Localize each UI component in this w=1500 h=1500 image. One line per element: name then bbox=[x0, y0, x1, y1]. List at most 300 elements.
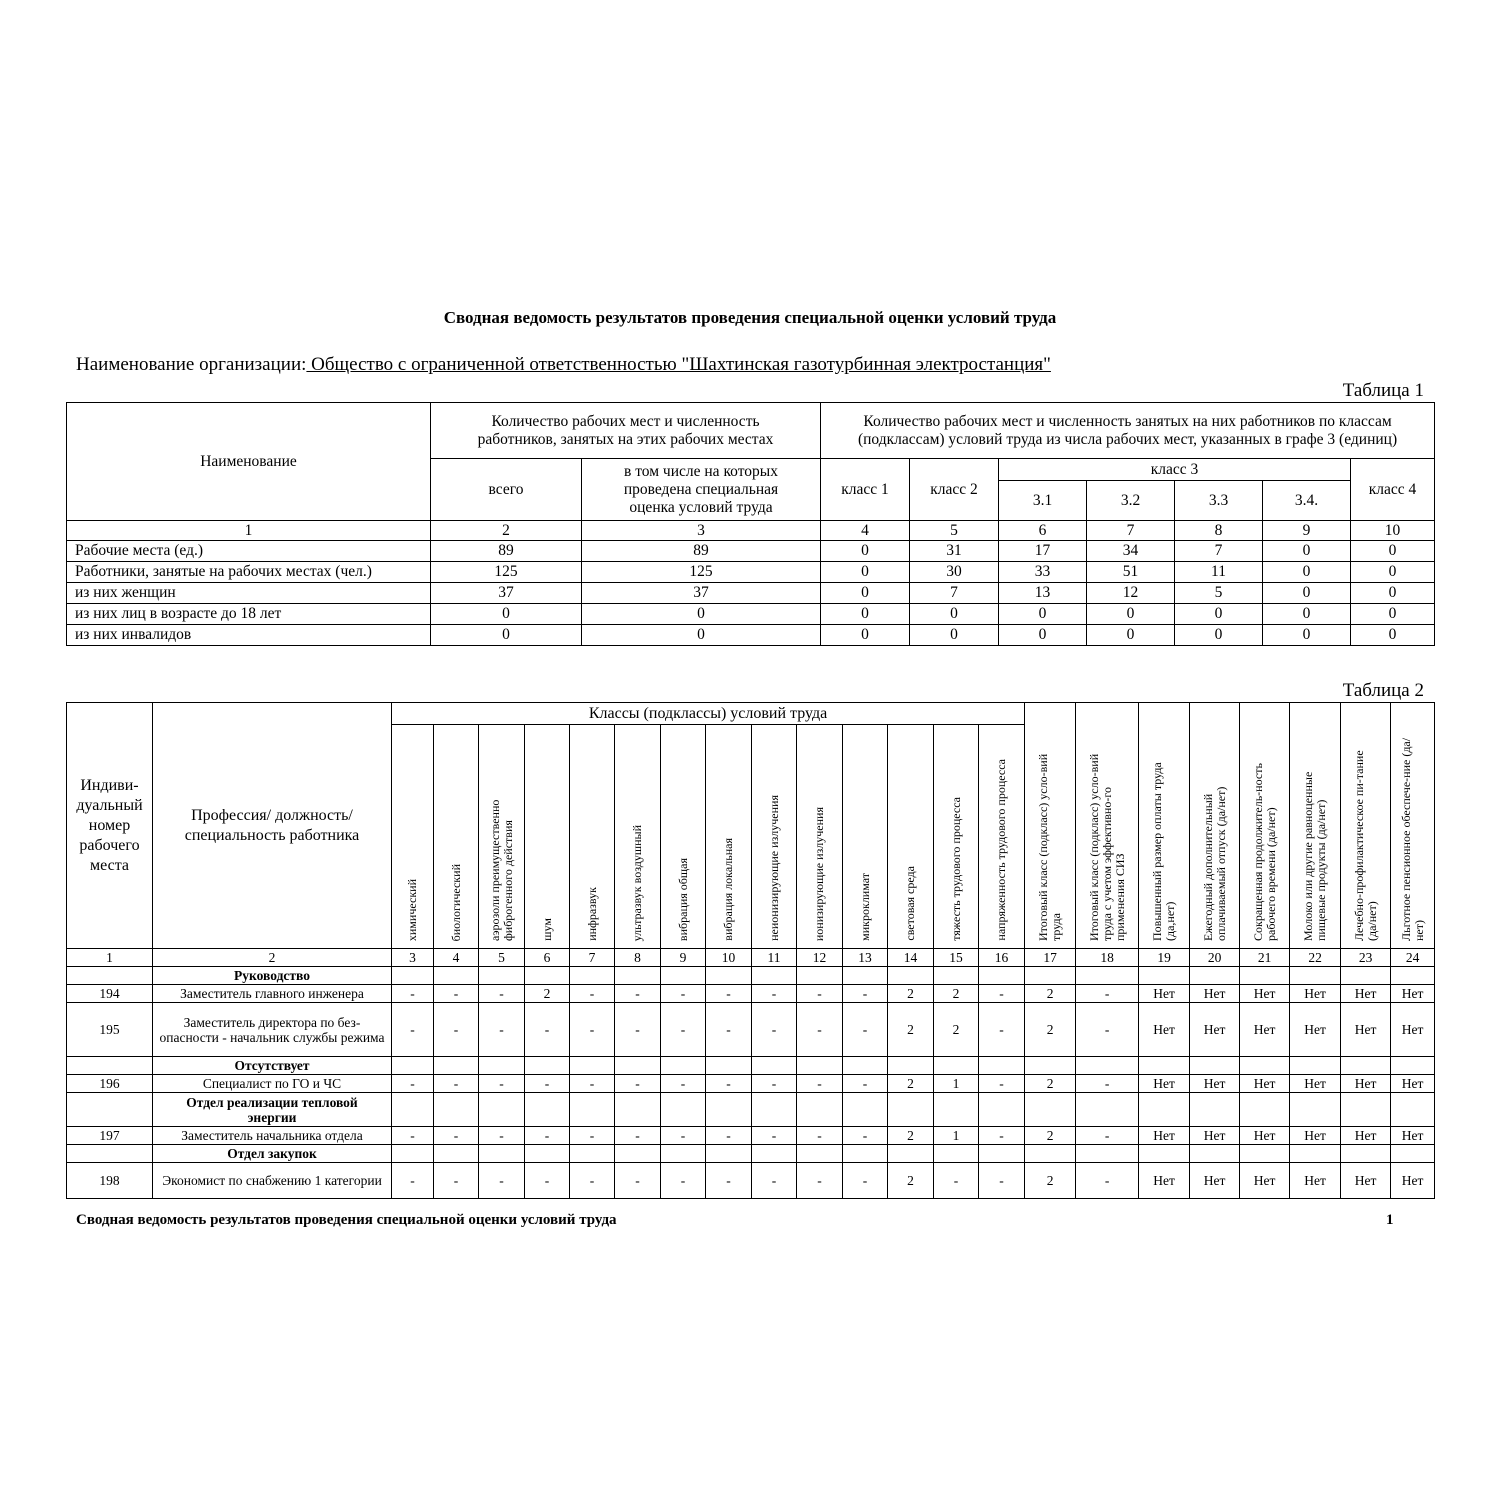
t2-empty-cell bbox=[1391, 1057, 1435, 1075]
t2-empty-cell bbox=[752, 1145, 797, 1163]
t1-cell: 0 bbox=[1263, 562, 1351, 583]
t2-empty-cell bbox=[797, 1093, 843, 1127]
t2-cell: Нет bbox=[1341, 985, 1391, 1003]
t2-empty-cell bbox=[979, 1057, 1025, 1075]
t2-section-title: Руководство bbox=[153, 967, 392, 985]
t1-column-number: 7 bbox=[1087, 521, 1175, 541]
t2-header-factor-text: шум bbox=[539, 918, 554, 941]
t2-row bbox=[67, 985, 1435, 1003]
t2-header-factor bbox=[979, 725, 1025, 949]
t2-empty-cell bbox=[1240, 1093, 1290, 1127]
t2-column-number: 9 bbox=[661, 949, 706, 967]
t2-cell: 2 bbox=[934, 985, 979, 1003]
t2-empty-cell bbox=[888, 1093, 934, 1127]
t2-cell: 2 bbox=[1025, 985, 1076, 1003]
t2-cell: - bbox=[661, 1003, 706, 1057]
t2-cell: 1 bbox=[934, 1075, 979, 1093]
t1-column-numbers-row bbox=[67, 521, 1435, 541]
t2-header-classes: Классы (подклассы) условий труда bbox=[392, 703, 1025, 725]
t2-header-factor-text: вибрация общая bbox=[675, 857, 690, 941]
t1-row-label: из них инвалидов bbox=[67, 625, 431, 646]
t2-profession: Заместитель главного инженера bbox=[153, 985, 392, 1003]
t2-empty-cell bbox=[1190, 1057, 1240, 1075]
t1-cell: 0 bbox=[999, 625, 1087, 646]
t2-cell: Нет bbox=[1290, 985, 1341, 1003]
t2-column-number: 2 bbox=[153, 949, 392, 967]
t1-cell: 0 bbox=[1351, 541, 1435, 562]
t2-empty-cell bbox=[570, 967, 615, 985]
t1-cell: 37 bbox=[582, 583, 821, 604]
t2-empty-cell bbox=[434, 1057, 479, 1075]
table2-caption: Таблица 2 bbox=[1342, 680, 1424, 701]
t2-header-factor bbox=[434, 725, 479, 949]
t2-cell: Нет bbox=[1139, 1127, 1190, 1145]
t1-cell: 0 bbox=[1351, 625, 1435, 646]
t2-empty-cell bbox=[843, 1145, 888, 1163]
t2-column-number: 6 bbox=[525, 949, 570, 967]
t1-row-label: из них женщин bbox=[67, 583, 431, 604]
t2-header-extra bbox=[1290, 703, 1341, 949]
t2-cell: - bbox=[752, 1163, 797, 1199]
t2-header-factor-text: тяжесть трудового процесса bbox=[948, 797, 963, 941]
t2-empty-cell bbox=[1025, 1057, 1076, 1075]
table1-caption: Таблица 1 bbox=[1342, 380, 1424, 401]
t2-cell: - bbox=[661, 1163, 706, 1199]
t2-workplace-id: 196 bbox=[67, 1075, 153, 1093]
t2-header-factor-text: ионизирующие излучения bbox=[812, 806, 826, 941]
t2-header-factor-text: микроклимат bbox=[857, 873, 872, 941]
t2-cell: - bbox=[434, 1127, 479, 1145]
t2-cell: 2 bbox=[888, 1127, 934, 1145]
t2-column-number: 8 bbox=[615, 949, 661, 967]
t2-empty-cell bbox=[1290, 1093, 1341, 1127]
t2-empty-cell bbox=[1240, 1057, 1290, 1075]
t1-column-number: 9 bbox=[1263, 521, 1351, 541]
t2-cell: Нет bbox=[1240, 1075, 1290, 1093]
t2-cell: - bbox=[843, 1127, 888, 1145]
t2-empty-cell bbox=[1139, 967, 1190, 985]
t2-empty-cell bbox=[661, 1093, 706, 1127]
t2-empty-cell bbox=[1190, 967, 1240, 985]
organization-line bbox=[76, 354, 1051, 376]
t2-empty-cell bbox=[525, 1145, 570, 1163]
t2-empty-cell bbox=[1076, 967, 1139, 985]
t2-cell: - bbox=[706, 985, 752, 1003]
t2-empty-cell bbox=[888, 1145, 934, 1163]
t2-cell: - bbox=[1076, 1003, 1139, 1057]
t1-cell: 0 bbox=[999, 604, 1087, 625]
t2-column-numbers-row bbox=[67, 949, 1435, 967]
t2-cell: Нет bbox=[1190, 1163, 1240, 1199]
t1-cell: 0 bbox=[431, 625, 582, 646]
t2-empty-cell bbox=[934, 1145, 979, 1163]
t2-cell: 2 bbox=[1025, 1127, 1076, 1145]
t2-empty-cell bbox=[1025, 1093, 1076, 1127]
t1-column-number: 8 bbox=[1175, 521, 1263, 541]
t2-header-id: Индиви-дуальный номер рабочего места bbox=[67, 703, 153, 949]
t2-empty-cell bbox=[661, 967, 706, 985]
t2-header-extra bbox=[1240, 703, 1290, 949]
t1-header-assessed: в том числе на которых проведена специальная оценка условий труда bbox=[582, 459, 821, 521]
t2-empty-cell bbox=[934, 967, 979, 985]
t2-empty-cell bbox=[934, 1093, 979, 1127]
t2-cell: Нет bbox=[1240, 985, 1290, 1003]
t2-cell: Нет bbox=[1341, 1075, 1391, 1093]
t2-cell: - bbox=[570, 1127, 615, 1145]
t2-header-extra-text: Льготное пенсионное обеспече-ние (да/нет) bbox=[1398, 737, 1426, 941]
t2-cell: - bbox=[752, 985, 797, 1003]
t2-cell: 1 bbox=[934, 1127, 979, 1145]
t2-cell: - bbox=[392, 1163, 434, 1199]
t2-header-factor bbox=[706, 725, 752, 949]
t2-empty-cell bbox=[67, 1145, 153, 1163]
t2-column-number: 14 bbox=[888, 949, 934, 967]
t2-cell: - bbox=[525, 1075, 570, 1093]
t1-column-number: 5 bbox=[910, 521, 999, 541]
t2-profession: Заместитель начальника отдела bbox=[153, 1127, 392, 1145]
t1-cell: 0 bbox=[1175, 625, 1263, 646]
t2-section-row bbox=[67, 1057, 1435, 1075]
t2-section-title: Отдел закупок bbox=[153, 1145, 392, 1163]
t2-empty-cell bbox=[706, 1093, 752, 1127]
t1-cell: 5 bbox=[1175, 583, 1263, 604]
t2-workplace-id: 195 bbox=[67, 1003, 153, 1057]
t2-empty-cell bbox=[67, 967, 153, 985]
t2-column-number: 22 bbox=[1290, 949, 1341, 967]
t1-header-class3: класс 3 bbox=[999, 459, 1351, 481]
t1-cell: 0 bbox=[1351, 583, 1435, 604]
t1-header-classes: Количество рабочих мест и численность занятых на них работников по классам (подклассам) условий труда из числа рабочих мест, указанных в графе 3 (единиц) bbox=[821, 403, 1435, 459]
t2-header-extra bbox=[1341, 703, 1391, 949]
t2-cell: Нет bbox=[1341, 1127, 1391, 1145]
t2-cell: - bbox=[570, 1163, 615, 1199]
t2-empty-cell bbox=[1139, 1057, 1190, 1075]
t1-header-sub: 3.2 bbox=[1087, 481, 1175, 521]
t2-empty-cell bbox=[434, 1145, 479, 1163]
t1-cell: 89 bbox=[582, 541, 821, 562]
t2-empty-cell bbox=[1290, 1057, 1341, 1075]
t2-row bbox=[67, 1127, 1435, 1145]
t2-column-number: 20 bbox=[1190, 949, 1240, 967]
t1-row bbox=[67, 625, 1435, 646]
t2-empty-cell bbox=[706, 967, 752, 985]
t2-empty-cell bbox=[706, 1057, 752, 1075]
t2-empty-cell bbox=[843, 1057, 888, 1075]
t1-cell: 17 bbox=[999, 541, 1087, 562]
t2-header-extra-text: Ежегодный дополнительный оплачиваемый отпуск (да/нет) bbox=[1200, 786, 1228, 941]
t1-cell: 0 bbox=[821, 562, 910, 583]
t2-empty-cell bbox=[392, 1145, 434, 1163]
t2-cell: - bbox=[615, 1127, 661, 1145]
t2-cell: Нет bbox=[1391, 1127, 1435, 1145]
t1-cell: 125 bbox=[431, 562, 582, 583]
t2-cell: - bbox=[615, 1163, 661, 1199]
t2-empty-cell bbox=[1190, 1093, 1240, 1127]
t2-cell: - bbox=[434, 985, 479, 1003]
t2-cell: Нет bbox=[1290, 1075, 1341, 1093]
t2-empty-cell bbox=[1341, 1145, 1391, 1163]
t2-header-extra bbox=[1391, 703, 1435, 949]
t1-cell: 125 bbox=[582, 562, 821, 583]
t2-cell: - bbox=[615, 1075, 661, 1093]
t2-cell: Нет bbox=[1240, 1163, 1290, 1199]
t2-cell: - bbox=[392, 985, 434, 1003]
t1-row bbox=[67, 562, 1435, 583]
t2-cell: 2 bbox=[888, 1003, 934, 1057]
t2-empty-cell bbox=[1290, 1145, 1341, 1163]
t2-empty-cell bbox=[979, 1093, 1025, 1127]
t1-cell: 31 bbox=[910, 541, 999, 562]
t1-header-class4: класс 4 bbox=[1351, 459, 1435, 521]
organization-label: Наименование организации: bbox=[76, 354, 307, 375]
t2-empty-cell bbox=[1190, 1145, 1240, 1163]
t2-column-number: 21 bbox=[1240, 949, 1290, 967]
t2-cell: - bbox=[479, 1003, 525, 1057]
t2-header-factor bbox=[843, 725, 888, 949]
t2-cell: Нет bbox=[1341, 1163, 1391, 1199]
t2-header-factor-text: инфразвук bbox=[584, 887, 599, 941]
t1-cell: 0 bbox=[821, 541, 910, 562]
t2-header-profession: Профессия/ должность/ специальность работника bbox=[153, 703, 392, 949]
t2-cell: - bbox=[525, 1127, 570, 1145]
t1-cell: 33 bbox=[999, 562, 1087, 583]
t2-empty-cell bbox=[479, 1057, 525, 1075]
t2-workplace-id: 197 bbox=[67, 1127, 153, 1145]
t2-empty-cell bbox=[1139, 1145, 1190, 1163]
t2-empty-cell bbox=[934, 1057, 979, 1075]
t2-cell: - bbox=[979, 1075, 1025, 1093]
t1-cell: 37 bbox=[431, 583, 582, 604]
t2-header-factor bbox=[479, 725, 525, 949]
t2-empty-cell bbox=[1025, 1145, 1076, 1163]
t2-cell: 2 bbox=[888, 1075, 934, 1093]
t2-column-number: 12 bbox=[797, 949, 843, 967]
t2-header-extra-text: Итоговый класс (подкласс) усло-вий труда с учетом эффективно-го применения СИЗ bbox=[1086, 753, 1127, 941]
t2-empty-cell bbox=[1076, 1057, 1139, 1075]
t2-cell: - bbox=[479, 1075, 525, 1093]
t2-section-title: Отсутствует bbox=[153, 1057, 392, 1075]
t2-profession: Заместитель директора по без-опасности - начальник службы режима bbox=[153, 1003, 392, 1057]
t2-cell: 2 bbox=[1025, 1003, 1076, 1057]
t2-cell: - bbox=[1076, 985, 1139, 1003]
t2-column-number: 4 bbox=[434, 949, 479, 967]
t1-column-number: 3 bbox=[582, 521, 821, 541]
t2-cell: - bbox=[392, 1003, 434, 1057]
t2-empty-cell bbox=[752, 1093, 797, 1127]
t2-cell: - bbox=[525, 1163, 570, 1199]
t2-header-extra bbox=[1025, 703, 1076, 949]
t2-header-factor-text: напряженность трудового процесса bbox=[994, 759, 1009, 941]
t2-cell: - bbox=[1076, 1075, 1139, 1093]
t2-empty-cell bbox=[67, 1093, 153, 1127]
t2-cell: - bbox=[706, 1075, 752, 1093]
workplaces-table bbox=[66, 702, 1435, 1199]
t1-column-number: 2 bbox=[431, 521, 582, 541]
t2-section-row bbox=[67, 1093, 1435, 1127]
t2-empty-cell bbox=[1076, 1093, 1139, 1127]
t1-row bbox=[67, 604, 1435, 625]
t1-header-class2: класс 2 bbox=[910, 459, 999, 521]
t2-cell: - bbox=[706, 1127, 752, 1145]
t2-cell: Нет bbox=[1290, 1127, 1341, 1145]
t2-empty-cell bbox=[752, 1057, 797, 1075]
t2-column-number: 1 bbox=[67, 949, 153, 967]
t2-cell: - bbox=[979, 1127, 1025, 1145]
t2-empty-cell bbox=[1240, 1145, 1290, 1163]
t2-empty-cell bbox=[479, 1093, 525, 1127]
t2-empty-cell bbox=[1139, 1093, 1190, 1127]
t1-cell: 0 bbox=[582, 604, 821, 625]
t1-cell: 12 bbox=[1087, 583, 1175, 604]
t2-empty-cell bbox=[661, 1057, 706, 1075]
t2-cell: - bbox=[797, 985, 843, 1003]
t1-row-label: из них лиц в возрасте до 18 лет bbox=[67, 604, 431, 625]
t2-cell: - bbox=[479, 1163, 525, 1199]
t2-empty-cell bbox=[888, 1057, 934, 1075]
t2-cell: - bbox=[661, 1075, 706, 1093]
t2-header-extra bbox=[1076, 703, 1139, 949]
t2-header-factor-text: вибрация локальная bbox=[721, 838, 735, 941]
t1-header-name: Наименование bbox=[67, 403, 431, 521]
t2-cell: Нет bbox=[1290, 1003, 1341, 1057]
t1-cell: 51 bbox=[1087, 562, 1175, 583]
t2-empty-cell bbox=[615, 1093, 661, 1127]
t1-cell: 0 bbox=[910, 625, 999, 646]
t2-header-extra-text: Итоговый класс (подкласс) усло-вий труда bbox=[1036, 753, 1064, 941]
t1-header-sub: 3.4. bbox=[1263, 481, 1351, 521]
t2-column-number: 13 bbox=[843, 949, 888, 967]
t1-cell: 0 bbox=[1175, 604, 1263, 625]
t2-profession: Экономист по снабжению 1 категории bbox=[153, 1163, 392, 1199]
t2-empty-cell bbox=[1341, 1057, 1391, 1075]
t2-header-factor-text: ультразвук воздушный bbox=[630, 824, 644, 941]
t2-cell: - bbox=[434, 1163, 479, 1199]
t2-row bbox=[67, 1163, 1435, 1199]
t2-empty-cell bbox=[570, 1057, 615, 1075]
t2-column-number: 15 bbox=[934, 949, 979, 967]
t2-column-number: 5 bbox=[479, 949, 525, 967]
t1-cell: 0 bbox=[582, 625, 821, 646]
t2-empty-cell bbox=[615, 1057, 661, 1075]
t2-empty-cell bbox=[479, 967, 525, 985]
t1-cell: 89 bbox=[431, 541, 582, 562]
t1-cell: 0 bbox=[1351, 562, 1435, 583]
t2-cell: 2 bbox=[525, 985, 570, 1003]
t1-header-count: Количество рабочих мест и численность работников, занятых на этих рабочих местах bbox=[431, 403, 821, 459]
footer-title: Сводная ведомость результатов проведения специальной оценки условий труда bbox=[76, 1212, 617, 1228]
t2-cell: - bbox=[392, 1075, 434, 1093]
t2-cell: Нет bbox=[1139, 1003, 1190, 1057]
summary-table bbox=[66, 402, 1435, 646]
t2-cell: - bbox=[615, 985, 661, 1003]
page-number: 1 bbox=[1386, 1212, 1394, 1228]
t2-column-number: 16 bbox=[979, 949, 1025, 967]
t2-header-factor bbox=[392, 725, 434, 949]
organization-name: Общество с ограниченной ответственностью "Шахтинская газотурбинная электростанция" bbox=[306, 354, 1051, 375]
t2-cell: 2 bbox=[1025, 1075, 1076, 1093]
t1-cell: 30 bbox=[910, 562, 999, 583]
t1-cell: 0 bbox=[1263, 604, 1351, 625]
t2-header-factor bbox=[888, 725, 934, 949]
t2-cell: 2 bbox=[888, 1163, 934, 1199]
t2-cell: - bbox=[570, 1003, 615, 1057]
t2-column-number: 23 bbox=[1341, 949, 1391, 967]
t2-empty-cell bbox=[661, 1145, 706, 1163]
t2-cell: 2 bbox=[888, 985, 934, 1003]
t2-column-number: 3 bbox=[392, 949, 434, 967]
t2-header-factor-text: аэрозоли преимущественно фиброгенного действия bbox=[487, 799, 515, 941]
t1-cell: 0 bbox=[910, 604, 999, 625]
t2-empty-cell bbox=[525, 1093, 570, 1127]
t2-section-row bbox=[67, 1145, 1435, 1163]
t2-cell: - bbox=[661, 985, 706, 1003]
t2-empty-cell bbox=[525, 1057, 570, 1075]
t2-cell: - bbox=[434, 1075, 479, 1093]
t2-empty-cell bbox=[843, 967, 888, 985]
t2-cell: Нет bbox=[1391, 1075, 1435, 1093]
t1-cell: 11 bbox=[1175, 562, 1263, 583]
t2-cell: - bbox=[979, 985, 1025, 1003]
t2-cell: - bbox=[797, 1075, 843, 1093]
t1-cell: 13 bbox=[999, 583, 1087, 604]
t2-cell: - bbox=[934, 1163, 979, 1199]
t2-cell: 2 bbox=[1025, 1163, 1076, 1199]
t2-row bbox=[67, 1075, 1435, 1093]
t2-cell: Нет bbox=[1240, 1127, 1290, 1145]
t2-empty-cell bbox=[67, 1057, 153, 1075]
t1-column-number: 10 bbox=[1351, 521, 1435, 541]
t2-header-factor bbox=[661, 725, 706, 949]
t1-column-number: 6 bbox=[999, 521, 1087, 541]
t2-profession: Специалист по ГО и ЧС bbox=[153, 1075, 392, 1093]
t2-cell: - bbox=[570, 985, 615, 1003]
t2-cell: - bbox=[843, 1163, 888, 1199]
t2-header-extra-text: Повышенный размер оплаты труда (да,нет) bbox=[1150, 762, 1178, 941]
t1-column-number: 1 bbox=[67, 521, 431, 541]
t2-column-number: 24 bbox=[1391, 949, 1435, 967]
t2-column-number: 17 bbox=[1025, 949, 1076, 967]
t2-cell: Нет bbox=[1190, 1127, 1240, 1145]
t2-column-number: 11 bbox=[752, 949, 797, 967]
t2-header-factor bbox=[797, 725, 843, 949]
t2-cell: - bbox=[615, 1003, 661, 1057]
t2-row bbox=[67, 1003, 1435, 1057]
t2-cell: - bbox=[479, 1127, 525, 1145]
t2-cell: - bbox=[570, 1075, 615, 1093]
t2-empty-cell bbox=[615, 967, 661, 985]
t2-column-number: 10 bbox=[706, 949, 752, 967]
t2-cell: - bbox=[752, 1003, 797, 1057]
t1-cell: 0 bbox=[1263, 625, 1351, 646]
t2-cell: - bbox=[843, 985, 888, 1003]
t1-cell: 0 bbox=[1087, 604, 1175, 625]
t2-header-factor-text: световая среда bbox=[903, 866, 917, 941]
t1-header-total: всего bbox=[431, 459, 582, 521]
t2-cell: - bbox=[752, 1127, 797, 1145]
t1-row-label: Рабочие места (ед.) bbox=[67, 541, 431, 562]
t1-cell: 0 bbox=[1087, 625, 1175, 646]
t2-cell: - bbox=[434, 1003, 479, 1057]
t2-empty-cell bbox=[706, 1145, 752, 1163]
t2-cell: - bbox=[392, 1127, 434, 1145]
t1-cell: 0 bbox=[431, 604, 582, 625]
t2-empty-cell bbox=[479, 1145, 525, 1163]
t2-cell: Нет bbox=[1341, 1003, 1391, 1057]
t2-cell: - bbox=[525, 1003, 570, 1057]
t2-cell: - bbox=[1076, 1127, 1139, 1145]
t2-empty-cell bbox=[979, 1145, 1025, 1163]
t2-empty-cell bbox=[392, 1093, 434, 1127]
